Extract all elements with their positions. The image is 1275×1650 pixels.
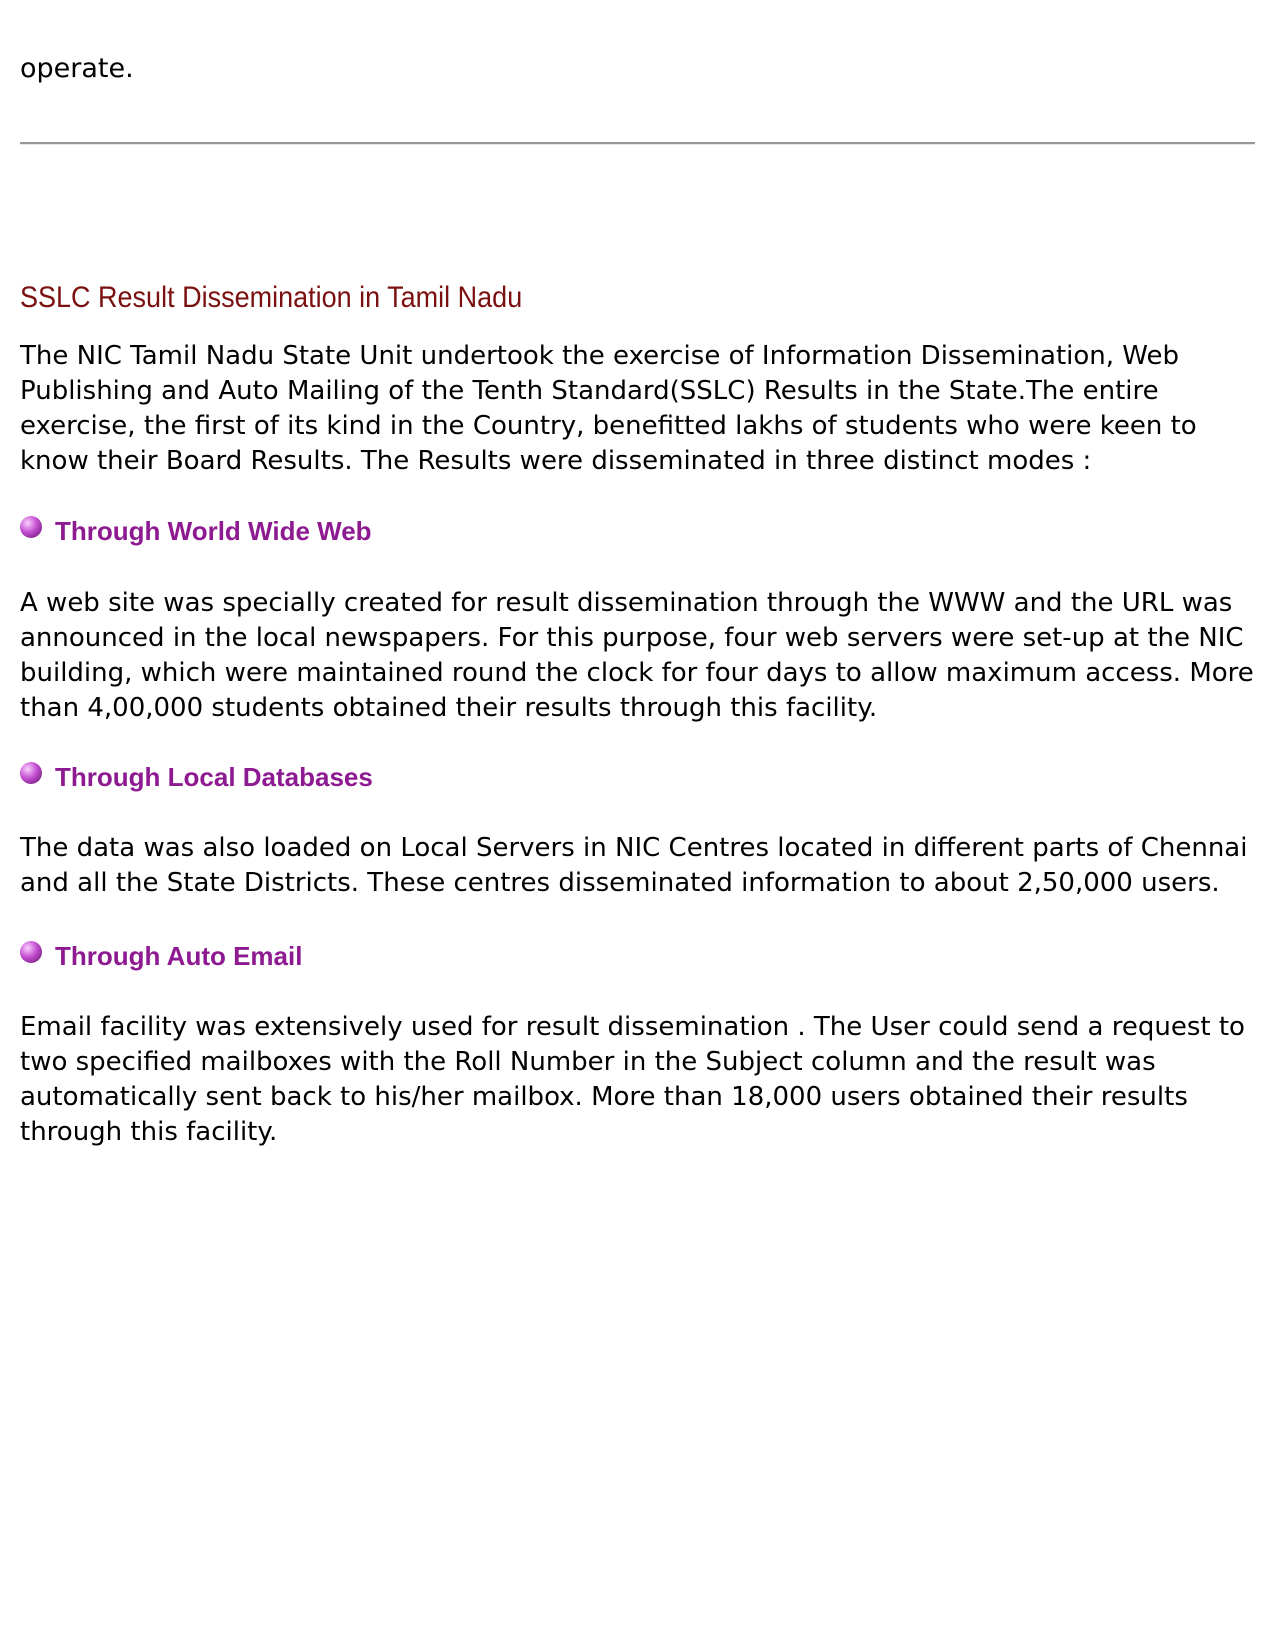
mode-heading-local-databases <box>20 759 373 795</box>
carryover-text: operate. <box>20 53 134 84</box>
section-title: SSLC Result Dissemination in Tamil Nadu <box>20 281 523 314</box>
intro-paragraph: The NIC Tamil Nadu State Unit undertook the exercise of Information Dissemination, Web Publishing and Auto Mailing of the Tenth Standard(SSLC) Results in the State.The entire exercise, the first of its kind in the Country, benefitted lakhs of students who were keen to know their Board Results. The Results were disseminated in three distinct modes : <box>20 341 1197 476</box>
purple-ball-bullet-icon <box>20 941 42 963</box>
mode-heading-label: Through Local Databases <box>55 762 373 792</box>
mode-body-auto-email: Email facility was extensively used for result dissemination . The User could send a request to two specified mailboxes with the Roll Number in the Subject column and the result was automatically sent back to his/her mailbox. More than 18,000 users obtained their results through this facility. <box>20 1012 1245 1147</box>
mode-body-www: A web site was specially created for result dissemination through the WWW and the URL was announced in the local newspapers. For this purpose, four web servers were set-up at the NIC building, which were maintained round the clock for four days to allow maximum access. More than 4,00,000 students obtained their results through this facility. <box>20 588 1254 723</box>
mode-heading-www <box>20 513 372 549</box>
mode-heading-label: Through Auto Email <box>55 941 303 971</box>
mode-body-local-databases: The data was also loaded on Local Servers in NIC Centres located in different parts of Chennai and all the State Districts. These centres disseminated information to about 2,50,000 users. <box>20 833 1248 898</box>
mode-heading-label: Through World Wide Web <box>55 516 372 546</box>
horizontal-rule <box>20 142 1255 145</box>
purple-ball-bullet-icon <box>20 762 42 784</box>
purple-ball-bullet-icon <box>20 516 42 538</box>
mode-heading-auto-email <box>20 938 302 974</box>
